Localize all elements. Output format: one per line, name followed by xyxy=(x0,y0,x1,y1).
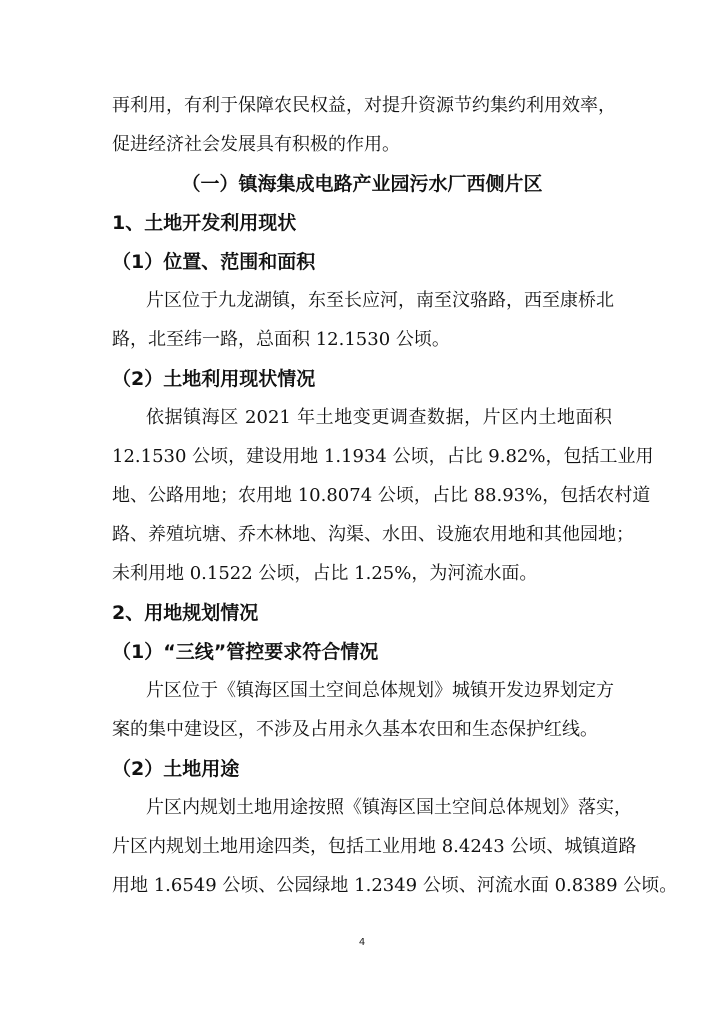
paragraph-line: 用地 1.6549 公顷、公园绿地 1.2349 公顷、河流水面 0.8389 公顷。 xyxy=(112,875,678,896)
paragraph-line: 路，北至纬一路，总面积 12.1530 公顷。 xyxy=(112,329,450,350)
heading-level-2: （2）土地利用现状情况 xyxy=(112,368,316,390)
paragraph-line: 依据镇海区 2021 年土地变更调查数据，片区内土地面积 xyxy=(146,407,612,428)
heading-level-2: （1）“三线”管控要求符合情况 xyxy=(112,641,379,663)
paragraph-line: 12.1530 公顷，建设用地 1.1934 公顷，占比 9.82%，包括工业用 xyxy=(112,446,654,467)
paragraph-line: 促进经济社会发展具有积极的作用。 xyxy=(112,134,400,155)
paragraph-line: 未利用地 0.1522 公顷，占比 1.25%，为河流水面。 xyxy=(112,563,538,584)
section-heading: （一）镇海集成电路产业园污水厂西侧片区 xyxy=(181,173,543,195)
heading-level-2: （2）土地用途 xyxy=(112,758,240,780)
paragraph-line: 再利用，有利于保障农民权益，对提升资源节约集约利用效率， xyxy=(112,95,616,116)
heading-level-1: 1、土地开发利用现状 xyxy=(112,212,297,234)
heading-level-1: 2、用地规划情况 xyxy=(112,602,259,624)
paragraph-line: 路、养殖坑塘、乔木林地、沟渠、水田、设施农用地和其他园地； xyxy=(112,524,634,545)
paragraph-line: 地、公路用地；农用地 10.8074 公顷，占比 88.93%，包括农村道 xyxy=(112,485,651,506)
paragraph-line: 片区位于九龙湖镇，东至长应河，南至汶骆路，西至康桥北 xyxy=(146,290,614,311)
page-number: 4 xyxy=(358,937,366,948)
paragraph-line: 片区位于《镇海区国土空间总体规划》城镇开发边界划定方 xyxy=(146,680,614,701)
paragraph-line: 案的集中建设区，不涉及占用永久基本农田和生态保护红线。 xyxy=(112,719,598,740)
paragraph-line: 片区内规划土地用途按照《镇海区国土空间总体规划》落实， xyxy=(146,797,632,818)
paragraph-line: 片区内规划土地用途四类，包括工业用地 8.4243 公顷、城镇道路 xyxy=(112,836,637,857)
heading-level-2: （1）位置、范围和面积 xyxy=(112,251,316,273)
